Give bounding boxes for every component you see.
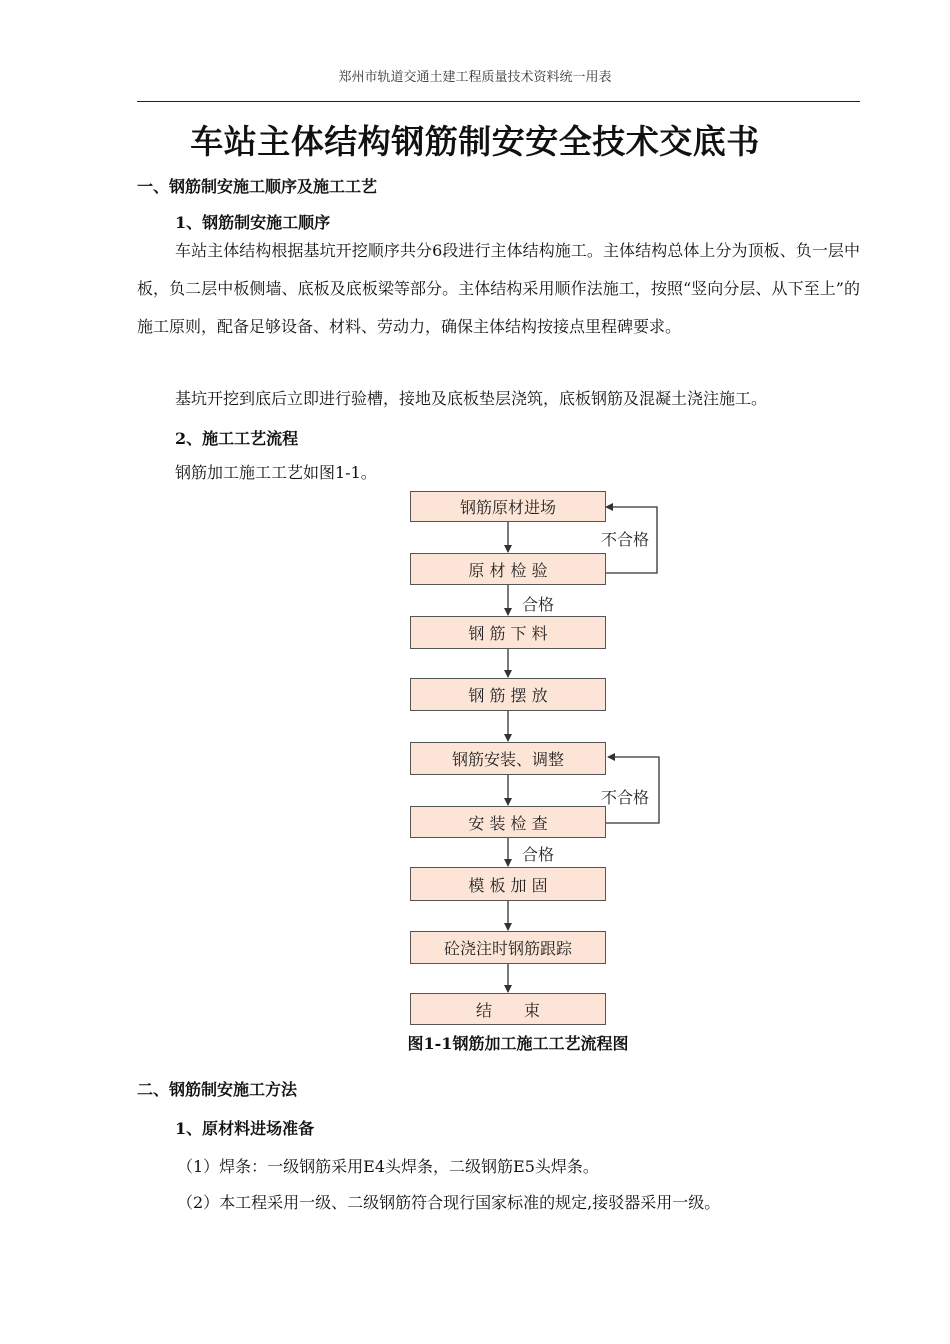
section-2-heading: 二、钢筋制安施工方法 <box>137 1080 298 1099</box>
section-1-sub-2: 2、施工工艺流程 <box>175 429 299 448</box>
section-1-paragraph-1: 车站主体结构根据基坑开挖顺序共分6段进行主体结构施工。主体结构总体上分为顶板、负一层中板，负二层中板侧墙、底板及底板梁等部分。主体结构采用顺作法施工，按照“竖向分层、从下至上”的施工原则，配备足够设备、材料、劳动力，确保主体结构按接点里程碑要求。 <box>137 241 860 336</box>
section-1-sub-1: 1、钢筋制安施工顺序 <box>175 213 331 232</box>
flow-step-5: 钢筋安装、调整 <box>410 742 606 775</box>
fail-label-2: 不合格 <box>601 788 650 807</box>
section-1-heading: 一、钢筋制安施工顺序及施工工艺 <box>137 177 378 196</box>
flow-step-7: 模 板 加 固 <box>410 867 606 901</box>
flow-step-3: 钢 筋 下 料 <box>410 616 606 649</box>
flow-step-6: 安 装 检 查 <box>410 806 606 838</box>
section-1-paragraph-2: 基坑开挖到底后立即进行验槽，接地及底板垫层浇筑，底板钢筋及混凝土浇注施工。 <box>175 389 768 408</box>
document-header: 郑州市轨道交通土建工程质量技术资料统一用表 <box>338 70 612 85</box>
pass-label-2: 合格 <box>522 845 555 864</box>
flow-step-2: 原 材 检 验 <box>410 553 606 585</box>
flow-step-9: 结 束 <box>410 993 606 1025</box>
pass-label-1: 合格 <box>522 595 555 614</box>
figure-caption: 图1-1钢筋加工施工工艺流程图 <box>407 1034 629 1053</box>
section-2-item-1: （1）焊条：一级钢筋采用E4头焊条，二级钢筋E5头焊条。 <box>177 1157 599 1176</box>
fail-label-1: 不合格 <box>601 530 650 549</box>
flow-step-1: 钢筋原材进场 <box>410 491 606 522</box>
flow-step-4: 钢 筋 摆 放 <box>410 678 606 711</box>
section-2-sub-1: 1、原材料进场准备 <box>175 1119 315 1138</box>
page-title: 车站主体结构钢筋制安安全技术交底书 <box>190 122 760 161</box>
flow-step-8: 砼浇注时钢筋跟踪 <box>410 931 606 964</box>
section-2-item-2: （2）本工程采用一级、二级钢筋符合现行国家标准的规定,接驳器采用一级。 <box>177 1193 721 1212</box>
flowchart-intro: 钢筋加工施工工艺如图1-1。 <box>175 463 377 482</box>
